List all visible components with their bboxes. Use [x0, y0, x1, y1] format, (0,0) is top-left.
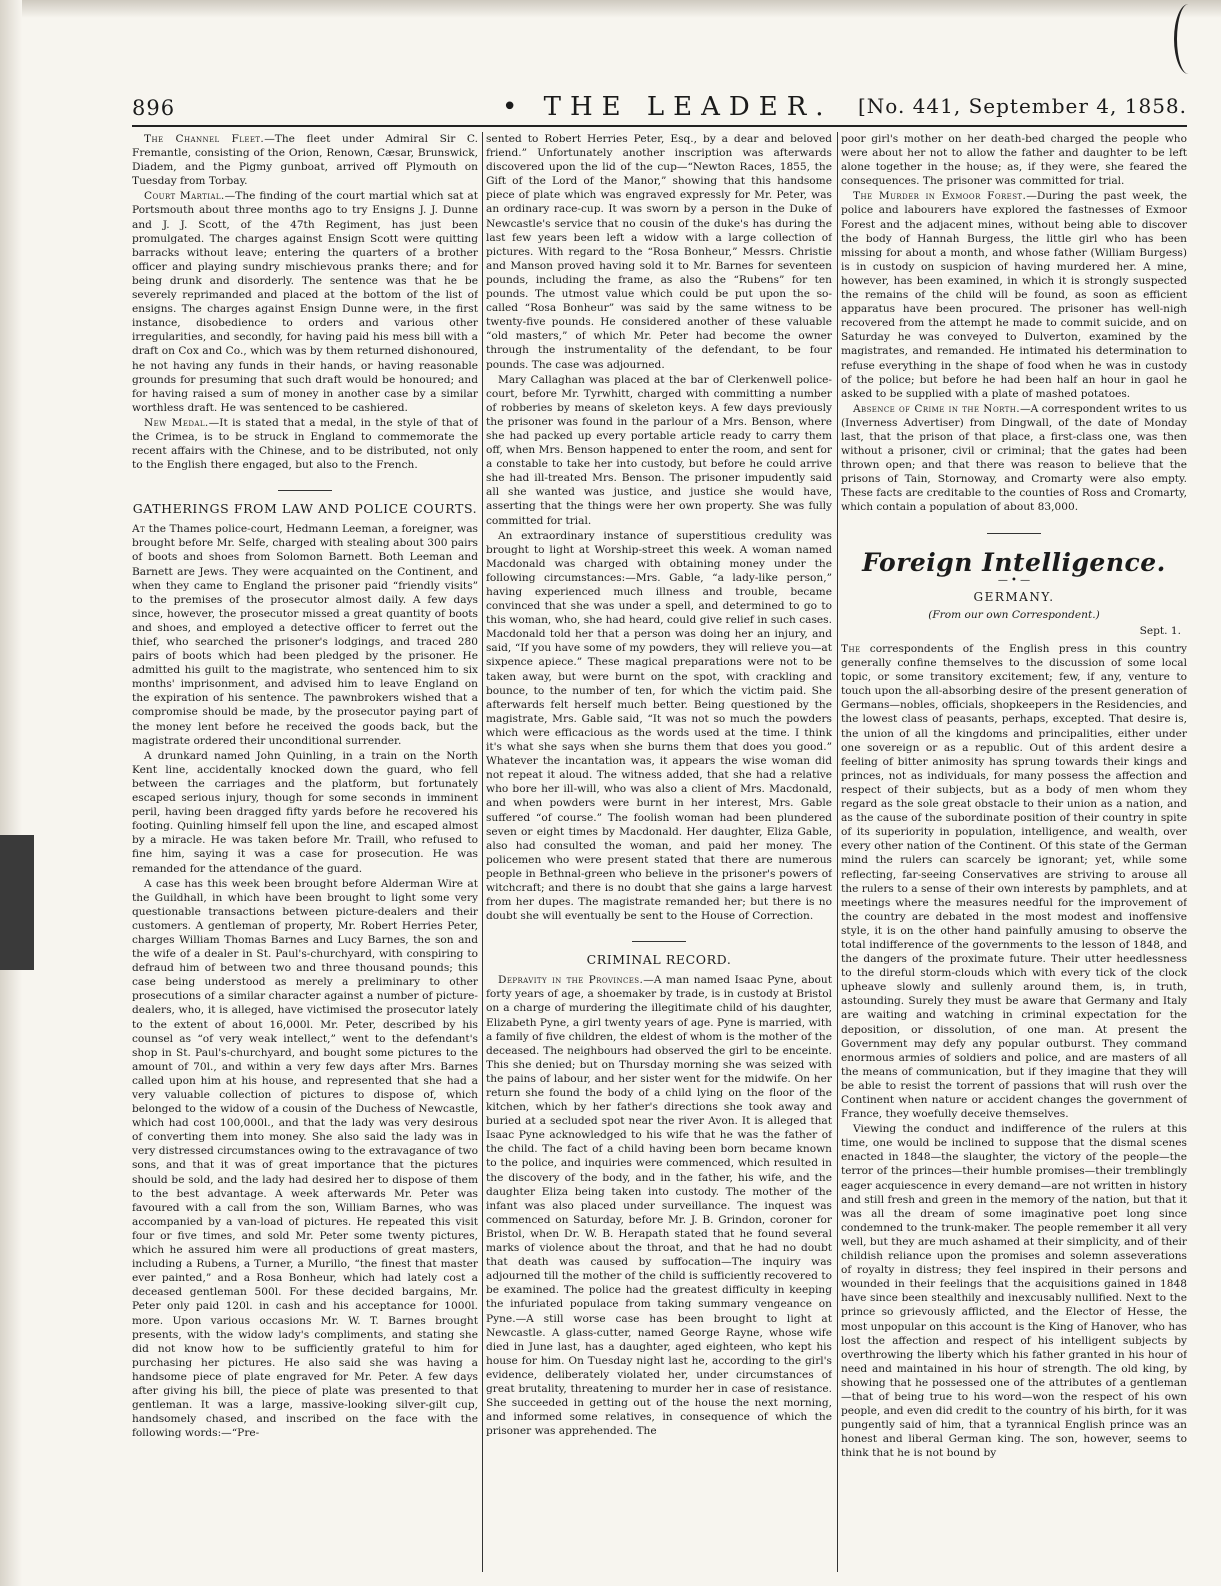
paragraph-new-medal: New Medal.—It is stated that a medal, in the style of that of the Crimea, is to be struck in England to commemorate the recent affairs with the Chinese, and to be distributed, not only to the English there engaged, but also to the French.: [132, 416, 478, 472]
section-rule: [987, 533, 1041, 534]
paragraph-thames-court: At the Thames police-court, Hedmann Leeman, a foreigner, was brought before Mr. Selfe, charged with stealing about 300 pairs of boots and shoes from Solomon Barnett. Both Leeman and Barnett are Jews. They were acquainted on the Continent, and when they came to England the prisoner paid “friendly visits” to the premises of the prosecutor almost daily. A few days since, however, the prosecutor missed a great quantity of boots and shoes, and employed a detective officer to ferret out the thief, who searched the prisoner's lodgings, and traced 280 pairs of boots which had been pledged by the prisoner. He admitted his guilt to the magistrate, who sentenced him to six months' imprisonment, and advised him to leave England on the expiration of his sentence. The pawnbrokers wished that a compromise should be made, by the prosecutor paying part of the money lent before he received the goods back, but the magistrate ordered their unconditional surrender.: [132, 523, 478, 747]
scan-edge-left: [0, 0, 22, 1586]
paragraph-germany: The correspondents of the English press in this country generally confine themselves to the discussion of some local topic, or some transitory excitement; few, if any, venture to touch upon the all-absorbing desire of the present generation of Germans—nobles, officials, shopkeepers in the Residencies, and the lowest class of peasants, perhaps, excepted. That desire is, the union of all the kingdoms and principalities, either under one sovereign or as a republic. Out of this ardent desire a feeling of bitter animosity has sprung towards their kings and princes, not as individuals, for many possess the affection and respect of their subjects, but as a body of men whom they regard as the sole great obstacle to their union as a nation, and as the cause of the subordinate position of their country in spite of its superiority in population, intelligence, and wealth, over every other nation of the Continent. Of this state of the German mind the rulers can scarcely be ignorant; yet, while some reflecting, far-seeing Conservatives are striving to arouse all the rulers to a sense of their own interests by pamphlets, and at meetings where the measures needful for the improvement of the country are debated in the most modest and inoffensive style, it is on the other hand painfully amusing to observe the total indifference of the governments to the lesson of 1848, and the dangers of the proximate future. Their utter heedlessness to the direful storm-clouds which with every tick of the clock upheave slowly and sullenly around them, is, in truth, astounding. Surely they must be aware that Germany and Italy are waiting and watching in criminal expectation for the deposition, or dissolution, of one man. At present the Government may defy any popular outburst. They command enormous armies of soldiers and police, and are masters of all the means of communication, but if they imagine that they will be able to resist the torrent of passions that will rush over the Continent when nature or accident changes the government of France, they woefully deceive themselves.: [841, 643, 1187, 1121]
paragraph-rayne-continued: poor girl's mother on her death-bed charged the people who were about her not to allow the father and daughter to be left alone together in the house; as, if they were, she feared the consequences. The prisoner was committed for trial.: [841, 133, 1187, 188]
header-rule: [132, 125, 1187, 127]
scan-edge-top: [0, 0, 1221, 18]
section-title-foreign-intelligence: Foreign Intelligence.: [862, 547, 1166, 577]
country-heading: GERMANY.: [973, 589, 1055, 604]
scan-shadow-mark: [0, 835, 34, 970]
column-divider: [837, 132, 838, 1572]
section-heading-criminal-record: CRIMINAL RECORD.: [586, 952, 732, 968]
dateline: Sept. 1.: [1139, 624, 1181, 637]
column-3: [841, 132, 1187, 1572]
page-header: [132, 92, 1187, 126]
section-rule: [278, 490, 332, 491]
paragraph-callaghan: Mary Callaghan was placed at the bar of Clerkenwell police-court, before Mr. Tyrwhitt, charged with committing a number of robberies by means of skeleton keys. A few days previously the prisoner was found in the parlour of a Mrs. Benson, where she had packed up every portable article ready to carry them off, when Mrs. Benson happened to enter the room, and sent for a constable to take her into custody, but before he could arrive she had ill-treated Mrs. Benson. The prisoner impudently said all she wanted was justice, and justice she would have, asserting that the things were her own property. She was fully committed for trial.: [486, 373, 832, 527]
paragraph-exmoor: The Murder in Exmoor Forest.—During the past week, the police and labourers have explored the fastnesses of Exmoor Forest and the adjacent mines, without being able to discover the body of Hannah Burgess, the little girl who has been missing for about a month, and whose father (William Burgess) is in custody on suspicion of having murdered her. A mine, however, has been examined, in which it is strongly suspected the remains of the child will be found, as soon as efficient apparatus have been procured. The prisoner has well-nigh recovered from the attempt he made to commit suicide, and on Saturday he was conveyed to Dulverton, examined by the magistrates, and remanded. He intimated his determination to refuse everything in the shape of food when he was in custody of the police; but before he had been half an hour in gaol he asked to be supplied with a plate of mashed potatoes.: [841, 190, 1187, 400]
section-heading-law-courts: GATHERINGS FROM LAW AND POLICE COURTS.: [132, 501, 478, 517]
column-1: [132, 132, 478, 1572]
ornament-divider: — • —: [997, 574, 1031, 586]
column-2: [486, 132, 832, 1572]
paragraph-court-martial: Court Martial.—The finding of the court martial which sat at Portsmouth about three months ago to try Ensigns J. J. Dunne and J. J. Scott, of the 47th Regiment, has just been promulgated. The charges against Ensign Scott were quitting barracks without leave; entering the quarters of a brother officer and playing sundry mischievous pranks there; and for being drunk and disorderly. The sentence was that he be severely reprimanded and placed at the bottom of the list of ensigns. The charges against Ensign Dunne were, in the first instance, disobedience to orders and various other irregularities, and secondly, for having paid his mess bill with a draft on Cox and Co., which was by them returned dishonoured, he not having any funds in their hands, or having reasonable grounds for presuming that such draft would be honoured; and for having raised a sum of money in another case by a similar worthless draft. He was sentenced to be cashiered.: [132, 190, 478, 414]
paragraph-quinling: A drunkard named John Quinling, in a train on the North Kent line, accidentally knocked down the guard, who fell between the carriages and the platform, but fortunately escaped serious injury, though for some seconds in imminent peril, having been dragged fifty yards before he recovered his footing. Quinling himself fell upon the line, and escaped almost by a miracle. He was taken before Mr. Traill, who refused to fine him, saying it was a case for prosecution. He was remanded for the attendance of the guard.: [132, 749, 478, 875]
paragraph-picture-dealers: A case has this week been brought before Alderman Wire at the Guildhall, in which have been brought to light some very questionable transactions between picture-dealers and their customers. A gentleman of property, Mr. Robert Herries Peter, charges William Thomas Barnes and Lucy Barnes, the son and the wife of a dealer in St. Paul's-churchyard, with conspiring to defraud him of between two and three thousand pounds; this case being understood as merely a preliminary to other prosecutions of a similar character against a number of picture-dealers, who, it is alleged, have victimised the prosecutor lately to the extent of about 16,000l. Mr. Peter, described by his counsel as “of very weak intellect,” went to the defendant's shop in St. Paul's-churchyard, and bought some pictures to the amount of 70l., and within a very few days after Mrs. Barnes called upon him at his house, and represented that she had a very valuable collection of pictures to dispose of, which belonged to the widow of a cousin of the Duchess of Newcastle, which had cost 100,000l., and that the lady was very desirous of converting them into money. She also said the lady was in very distressed circumstances owing to the extravagance of two sons, and that it was of great importance that the pictures should be sold, and the lady had desired her to dispose of them to the best advantage. A week afterwards Mr. Peter was favoured with a call from the son, William Barnes, who was accompanied by a van-load of pictures. He repeated this visit four or five times, and sold Mr. Peter some twenty pictures, which he assured him were all productions of great masters, including a Rubens, a Turner, a Murillo, “the finest that master ever painted,” and a Rosa Bonheur, which had lately cost a deceased gentleman 500l. For these decided bargains, Mr. Peter only paid 120l. in cash and his acceptance for 1000l. more. Upon various occasions Mr. W. T. Barnes brought presents, with the widow lady's compliments, and stating she did not know how to be sufficiently grateful to him for purchasing her pictures. He also said she was having a handsome piece of plate engraved for Mr. Peter. A few days after giving his bill, the piece of plate was presented to that gentleman. It was a large, massive-looking silver-gilt cup, handsomely chased, and inscribed on the face with the following words:—“Pre-: [132, 877, 478, 1440]
issue-info: [No. 441, September 4, 1858.: [857, 94, 1187, 118]
paragraph-peter-continued: sented to Robert Herries Peter, Esq., by a dear and beloved friend.” Unfortunately another inscription was afterwards discovered upon the lid of the cup—“Newton Races, 1855, the Gift of the Lord of the Manor,” showing that this handsome piece of plate which was engraved expressly for Mr. Peter, was an ordinary race-cup. It was sworn by a person in the Duke of Newcastle's service that no cousin of the duke's has during the last few years been left a widow with a large collection of pictures. With regard to the “Rosa Bonheur,” Messrs. Christie and Manson proved having sold it to Mr. Barnes for seventeen pounds, including the frame, as also the “Rubens” for ten pounds. The utmost value which could be put upon the so-called “Rosa Bonheur” was said by the same witness to be twenty-five pounds. He considered another of these valuable “old masters,” of which Mr. Peter had become the owner through the instrumentality of the defendant, to be four pounds. The case was adjourned.: [486, 133, 832, 371]
section-rule: [632, 941, 686, 942]
ink-bracket-mark: [1174, 4, 1203, 74]
paragraph-depravity: Depravity in the Provinces.—A man named Isaac Pyne, about forty years of age, a shoemaker by trade, is in custody at Bristol on a charge of murdering the illegitimate child of his daughter, Elizabeth Pyne, a girl twenty years of age. Pyne is married, with a family of five children, the eldest of whom is the mother of the deceased. The neighbours had observed the girl to be enceinte. This she denied; but on Thursday morning she was seized with the pains of labour, and her sister went for the midwife. On her return she found the body of a child lying on the floor of the kitchen, which by her father's directions she took away and buried at a secluded spot near the river Avon. It is alleged that Isaac Pyne acknowledged to his wife that he was the father of the child. The fact of a child having been born became known to the police, and inquiries were commenced, which resulted in the discovery of the body, and in the father, his wife, and the daughter Eliza being taken into custody. The mother of the infant was also placed under surveillance. The inquest was commenced on Saturday, before Mr. J. B. Grindon, coroner for Bristol, when Dr. W. B. Herapath stated that he found several marks of violence about the throat, and that he had no doubt that death was caused by suffocation—The inquiry was adjourned till the mother of the child is sufficiently recovered to be examined. The police had the greatest difficulty in keeping the infuriated populace from taking summary vengeance on Pyne.—A still worse case has been brought to light at Newcastle. A glass-cutter, named George Rayne, whose wife died in June last, has a daughter, aged eighteen, who kept his house for him. On Tuesday night last he, according to the girl's evidence, deliberately violated her, under circumstances of great brutality, threatening to murder her in case of resistance. She succeeded in getting out of the house the next morning, and informed some relatives, in consequence of which the prisoner was apprehended. The: [486, 974, 832, 1438]
paragraph-superstition: An extraordinary instance of superstitious credulity was brought to light at Worship-street this week. A woman named Macdonald was charged with obtaining money under the following circumstances:—Mrs. Gable, “a lady-like person,” having experienced much illness and trouble, became convinced that she was under a spell, and determined to go to this woman, who, she had heard, could give relief in such cases. Macdonald told her that a person was doing her an injury, and said, “If you have some of my powders, they will relieve you—at sixpence apiece.” These magical preparations were not to be taken away, but were burnt on the spot, with crackling and bounce, to the number of ten, for which the victim paid. She afterwards felt herself much better. Being questioned by the magistrate, Mrs. Gable said, “It was not so much the powders which were efficacious as the words used at the time. I think it's what she says when she burns them that does you good.” Whatever the incantation was, it appears the wise woman did not repeat it aloud. The witness added, that she had a relative who bore her ill-will, who was also a client of Mrs. Macdonald, and when powders were burnt in her interest, Mrs. Gable suffered “of course.” The foolish woman had been plundered seven or eight times by Macdonald. Her daughter, Eliza Gable, also had consulted the woman, and paid her money. The policemen who were present stated that there are numerous people in Bethnal-green who believe in the prisoner's powers of witchcraft; and there is no doubt that she gains a large harvest from her dupes. The magistrate remanded her; but there is no doubt she will eventually be sent to the House of Correction.: [486, 529, 832, 923]
column-divider: [482, 132, 483, 1572]
paragraph-rulers: Viewing the conduct and indifference of the rulers at this time, one would be inclined to suppose that the dismal scenes enacted in 1848—the slaughter, the victory of the people—the terror of the princes—their humble promises—their tremblingly eager acquiescence in every demand—are not written in history and still fresh and green in the memory of the nation, but that it was all the dream of some imaginative poet long since condemned to the trunk-maker. The people remember it all very well, but they are much ashamed at their simplicity, and of their childish reliance upon the promises and solemn asseverations of royalty in distress; they feel inspired in their persons and wounded in their feelings that the acquisitions gained in 1848 have since been stealthily and inexcusably nullified. Next to the prince so grievously afflicted, and the Elector of Hesse, the most unpopular on this account is the King of Hanover, who has lost the affection and respect of his intelligent subjects by overthrowing the liberty which his father granted in his hour of need and maintained in his hour of strength. The old king, by showing that he possessed one of the attributes of a gentleman—that of being true to his word—won the respect of his own people, and even did credit to the country of his birth, for it was pungently said of him, that a tyrannical English prince was an honest and liberal German king. The son, however, seems to think that he is not bound by: [841, 1123, 1187, 1460]
newspaper-title: • THE LEADER.: [502, 92, 833, 122]
page-number: 896: [132, 96, 176, 120]
text-columns: [132, 132, 1187, 1572]
paragraph-absence-crime: Absence of Crime in the North.—A correspondent writes to us (Inverness Advertiser) from Dingwall, of the date of Monday last, that the prison of that place, a first-class one, was then without a prisoner, civil or criminal; that the gates had been thrown open; and that there was reason to believe that the prisons of Tain, Stornoway, and Cromarty were also empty. These facts are creditable to the counties of Ross and Cromarty, which contain a population of about 83,000.: [841, 402, 1187, 514]
paragraph-channel-fleet: The Channel Fleet.—The fleet under Admiral Sir C. Fremantle, consisting of the Orion, Renown, Cæsar, Brunswick, Diadem, and the Pigmy gunboat, arrived off Plymouth on Tuesday from Torbay.: [132, 133, 478, 188]
byline: (From our own Correspondent.): [928, 608, 1100, 621]
